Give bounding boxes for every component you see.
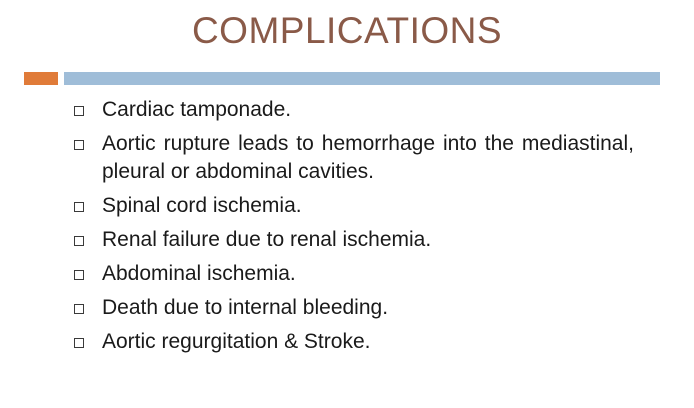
list-item-text: Aortic rupture leads to hemorrhage into the mediastinal, pleural or abdominal cavities.: [102, 132, 634, 183]
hollow-square-icon: [74, 140, 84, 150]
bullet-list: [74, 96, 634, 362]
title-accent-bar: [24, 72, 58, 85]
list-item-text: Cardiac tamponade.: [102, 98, 292, 121]
list-item-text: Abdominal ischemia.: [102, 262, 296, 285]
slide-title: COMPLICATIONS: [191, 10, 503, 51]
hollow-square-icon: [74, 304, 84, 314]
list-item: [74, 260, 634, 288]
list-item-text: Renal failure due to renal ischemia.: [102, 228, 432, 251]
hollow-square-icon: [74, 338, 84, 348]
hollow-square-icon: [74, 202, 84, 212]
hollow-square-icon: [74, 270, 84, 280]
hollow-square-icon: [74, 106, 84, 116]
list-item: [74, 294, 634, 322]
list-item: [74, 328, 634, 356]
list-item: [74, 226, 634, 254]
title-rule-bar: [64, 72, 660, 85]
list-item: [74, 130, 634, 186]
list-item: [74, 96, 634, 124]
list-item: [74, 192, 634, 220]
list-item-text: Aortic regurgitation & Stroke.: [102, 330, 371, 353]
hollow-square-icon: [74, 236, 84, 246]
list-item-text: Death due to internal bleeding.: [102, 296, 389, 319]
list-item-text: Spinal cord ischemia.: [102, 194, 302, 217]
